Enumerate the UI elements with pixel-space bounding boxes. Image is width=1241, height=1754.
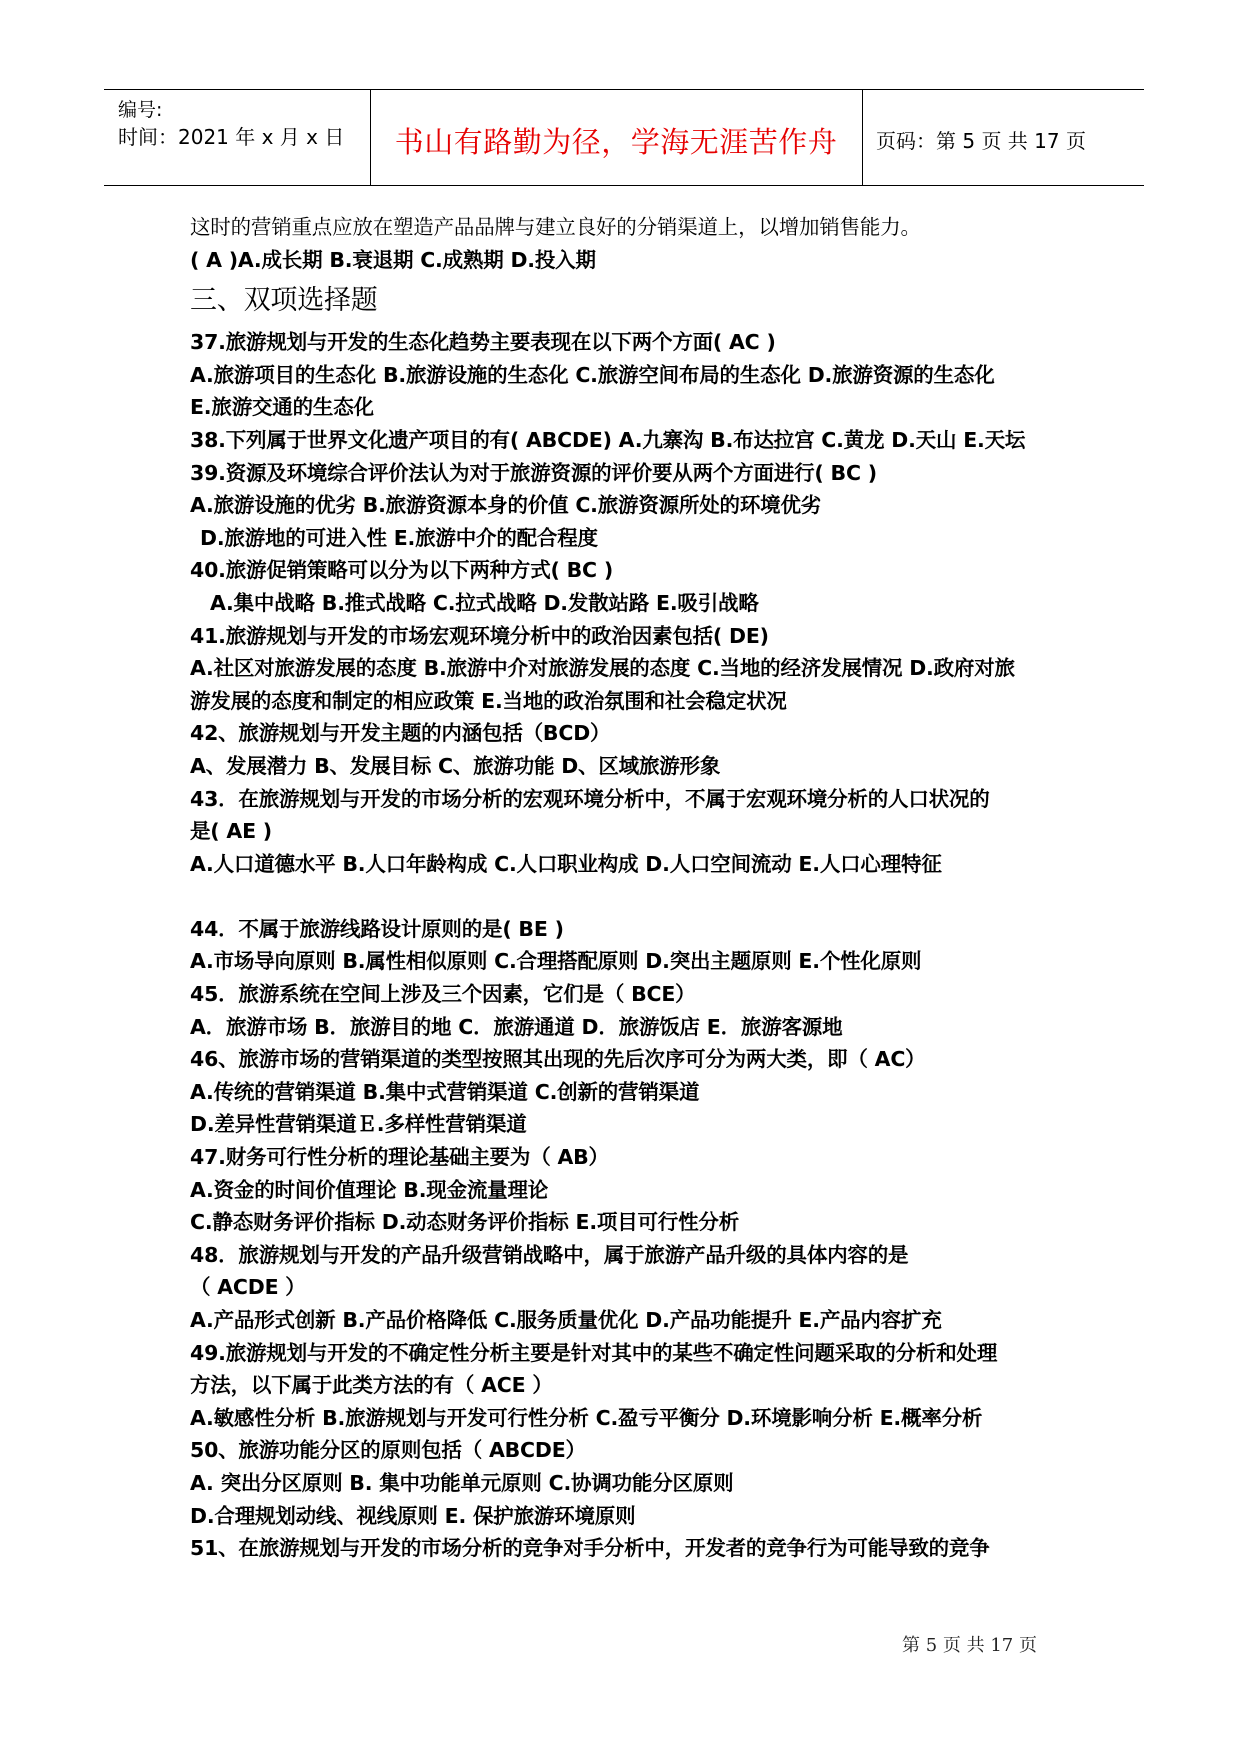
text-line: A.旅游设施的优劣 B.旅游资源本身的价值 C.旅游资源所处的环境优劣 — [190, 493, 822, 518]
text-line: 方法，以下属于此类方法的有（ ACE ） — [190, 1373, 553, 1398]
section-heading: 三、双项选择题 — [190, 285, 378, 317]
text-line: D.差异性营销渠道Ｅ.多样性营销渠道 — [190, 1112, 527, 1137]
blank-line — [190, 880, 1070, 913]
question-line: 40.旅游促销策略可以分为以下两种方式( BC ) — [190, 558, 613, 583]
question-line: 50、旅游功能分区的原则包括（ ABCDE） — [190, 1438, 586, 1463]
text-line: A.旅游项目的生态化 B.旅游设施的生态化 C.旅游空间布局的生态化 D.旅游资源的生态化 — [190, 362, 995, 387]
header-table — [104, 89, 1144, 186]
question-line: 37.旅游规划与开发的生态化趋势主要表现在以下两个方面( AC ) — [190, 330, 776, 355]
question-line: 43．在旅游规划与开发的市场分析的宏观环境分析中，不属于宏观环境分析的人口状况的 — [190, 786, 990, 811]
text-line: 这时的营销重点应放在塑造产品品牌与建立良好的分销渠道上，以增加销售能力。 — [190, 215, 921, 239]
text-line: ( A )A.成长期 B.衰退期 C.成熟期 D.投入期 — [190, 247, 596, 272]
question-line: 42、旅游规划与开发主题的内涵包括（BCD） — [190, 721, 611, 746]
motto-text: 书山有路勤为径，学海无涯苦作舟 — [394, 125, 838, 159]
header-left-cell — [104, 90, 371, 185]
text-line: A.资金的时间价值理论 B.现金流量理论 — [190, 1177, 549, 1202]
question-line: 51、在旅游规划与开发的市场分析的竞争对手分析中，开发者的竞争行为可能导致的竞争 — [190, 1536, 990, 1561]
text-line: 是( AE ) — [190, 819, 272, 844]
question-line: 44．不属于旅游线路设计原则的是( BE ) — [190, 916, 564, 941]
document-body — [190, 211, 1070, 1565]
time-label: 时间：2021 年 x 月 x 日 — [118, 125, 345, 149]
page-footer: 第 5 页 共 17 页 — [902, 1635, 1037, 1656]
text-line: C.静态财务评价指标 D.动态财务评价指标 E.项目可行性分析 — [190, 1210, 740, 1235]
number-label: 编号: — [118, 99, 163, 121]
text-line: D.旅游地的可进入性 E.旅游中介的配合程度 — [200, 525, 598, 550]
text-line: （ ACDE ） — [190, 1275, 306, 1300]
question-line: 45．旅游系统在空间上涉及三个因素，它们是（ BCE） — [190, 982, 696, 1007]
header-middle-cell — [370, 90, 863, 185]
text-line: E.旅游交通的生态化 — [190, 395, 374, 420]
text-line: A.产品形式创新 B.产品价格降低 C.服务质量优化 D.产品功能提升 E.产品内容扩充 — [190, 1308, 942, 1332]
page-info: 页码：第 5 页 共 17 页 — [876, 129, 1086, 153]
question-line: 47.财务可行性分析的理论基础主要为（ AB） — [190, 1145, 609, 1170]
question-line: 49.旅游规划与开发的不确定性分析主要是针对其中的某些不确定性问题采取的分析和处理 — [190, 1340, 998, 1365]
text-line: A.敏感性分析 B.旅游规划与开发可行性分析 C.盈亏平衡分 D.环境影响分析 E.概率分析 — [190, 1405, 983, 1430]
text-line: A.传统的营销渠道 B.集中式营销渠道 C.创新的营销渠道 — [190, 1079, 700, 1104]
text-line: A.社区对旅游发展的态度 B.旅游中介对旅游发展的态度 C.当地的经济发展情况 D.政府对旅 — [190, 656, 1015, 681]
question-line: 41.旅游规划与开发的市场宏观环境分析中的政治因素包括( DE) — [190, 623, 769, 648]
header-right-cell — [862, 90, 1144, 185]
question-line: 46、旅游市场的营销渠道的类型按照其出现的先后次序可分为两大类，即（ AC） — [190, 1047, 926, 1072]
text-line: A、发展潜力 B、发展目标 C、旅游功能 D、区域旅游形象 — [190, 753, 721, 778]
text-line: 游发展的态度和制定的相应政策 E.当地的政治氛围和社会稳定状况 — [190, 688, 787, 713]
text-line: A.集中战略 B.推式战略 C.拉式战略 D.发散站路 E.吸引战略 — [210, 590, 759, 615]
text-line: A. 突出分区原则 B. 集中功能单元原则 C.协调功能分区原则 — [190, 1470, 734, 1495]
text-line: A.人口道德水平 B.人口年龄构成 C.人口职业构成 D.人口空间流动 E.人口心理特征 — [190, 851, 942, 876]
text-line: A.市场导向原则 B.属性相似原则 C.合理搭配原则 D.突出主题原则 E.个性化原则 — [190, 949, 922, 974]
question-line: 39.资源及环境综合评价法认为对于旅游资源的评价要从两个方面进行( BC ) — [190, 460, 877, 485]
question-line: 48．旅游规划与开发的产品升级营销战略中，属于旅游产品升级的具体内容的是 — [190, 1242, 909, 1267]
text-line: D.合理规划动线、视线原则 E. 保护旅游环境原则 — [190, 1503, 636, 1528]
question-line: 38.下列属于世界文化遗产项目的有( ABCDE) A.九寨沟 B.布达拉宫 C.黄龙 D.天山 E.天坛 — [190, 427, 1026, 452]
text-line: A．旅游市场 B．旅游目的地 C．旅游通道 D．旅游饭店 E．旅游客源地 — [190, 1014, 843, 1039]
